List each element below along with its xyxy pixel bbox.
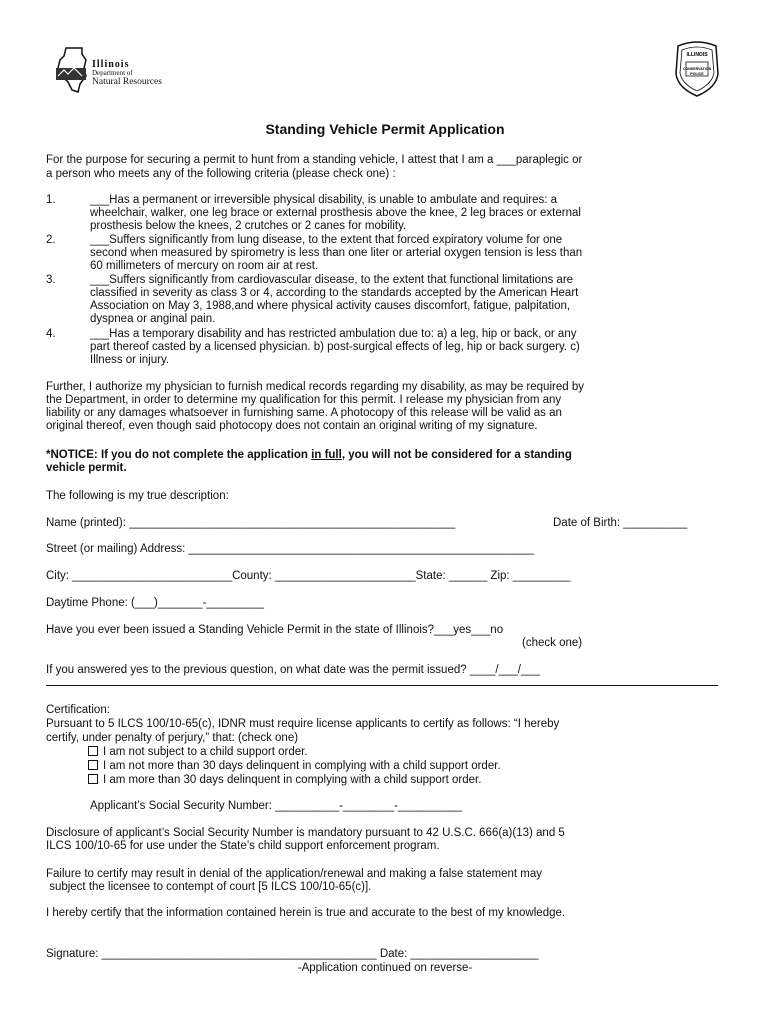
conservation-police-badge: [672, 40, 722, 98]
criteria-text: [90, 194, 730, 233]
description-heading: The following is my true description:: [46, 490, 229, 502]
date-of-birth-field[interactable]: Date of Birth: __________: [553, 517, 688, 529]
criteria-line: Illness or injury.: [90, 354, 170, 366]
ssn-field[interactable]: Applicant’s Social Security Number: __________-________-__________: [90, 800, 462, 812]
logo-text: [92, 60, 162, 87]
authorization-paragraph: [46, 381, 730, 433]
name-field[interactable]: Name (printed): ___________________________________________________: [46, 517, 456, 529]
criteria-number: 2.: [46, 234, 56, 246]
criteria-line: second when measured by spirometry is less than one liter or arterial oxygen tension is less than: [90, 247, 583, 259]
disclosure-line: Disclosure of applicant’s Social Security Number is mandatory pursuant to 42 U.S.C. 666(a)(13) and 5: [46, 827, 565, 839]
logo-state: Illinois: [92, 59, 130, 70]
criteria-line: wheelchair, walker, one leg brace or external prosthesis above the knee, 2 leg braces or external: [90, 207, 581, 219]
logo-dept: Department of: [92, 69, 133, 77]
authorization-line: Further, I authorize my physician to furnish medical records regarding my disability, as may be required by: [46, 381, 584, 393]
certification-option[interactable]: [88, 759, 501, 773]
checkbox-icon[interactable]: [88, 774, 98, 784]
certification-line-1: Pursuant to 5 ILCS 100/10-65(c), IDNR must require license applicants to certify as follows: “I hereby: [46, 718, 560, 730]
criteria-line: 60 millimeters of mercury on room air at rest.: [90, 260, 319, 272]
daytime-phone-field[interactable]: Daytime Phone: (___)_______-_________: [46, 597, 265, 609]
page-title: Standing Vehicle Permit Application: [265, 121, 505, 137]
previous-permit-question[interactable]: Have you ever been issued a Standing Vehicle Permit in the state of Illinois?___yes___no: [46, 624, 504, 636]
illinois-state-outline-icon: [52, 46, 92, 94]
logo-name: Natural Resources: [92, 77, 162, 87]
certification-option[interactable]: [88, 773, 481, 787]
failure-paragraph: [46, 868, 730, 894]
criteria-text: [90, 234, 730, 273]
criteria-text: [90, 328, 730, 367]
notice-post: , you will not be considered for a standing: [341, 449, 572, 461]
date-issued-field[interactable]: If you answered yes to the previous question, on what date was the permit issued? ____/___/___: [46, 664, 541, 676]
certification-heading: Certification:: [46, 704, 110, 716]
intro-line-2: a person who meets any of the following criteria (please check one) :: [46, 168, 396, 180]
intro-line-1: For the purpose for securing a permit to hunt from a standing vehicle, I attest that I am a ___paraplegic or: [46, 154, 583, 166]
seal-line2: CONSERVATION: [682, 67, 712, 71]
authorization-line: original thereof, even though said photocopy does not contain an original writing of my signature.: [46, 420, 538, 432]
continued-on-reverse: -Application continued on reverse-: [297, 962, 473, 974]
disclosure-line: ILCS 100/10-65 for use under the State’s child support enforcement program.: [46, 840, 440, 852]
notice: [46, 449, 730, 475]
checkbox-icon[interactable]: [88, 746, 98, 756]
criteria-number: 3.: [46, 274, 56, 286]
criteria-line: prosthesis below the knees, 2 crutches or 2 canes for mobility.: [90, 220, 407, 232]
idnr-logo: [52, 46, 182, 96]
criteria-text: [90, 274, 730, 326]
certification-option[interactable]: [88, 745, 308, 759]
criteria-line: ___Suffers significantly from cardiovascular disease, to the extent that functional limitations are: [90, 274, 574, 286]
authorization-line: the Department, in order to determine my qualification for this permit. I release my physician from any: [46, 394, 562, 406]
certify-true-statement: I hereby certify that the information contained herein is true and accurate to the best of my knowledge.: [46, 907, 566, 919]
notice-underlined: in full: [311, 449, 342, 461]
criteria-line: ___Has a temporary disability and has restricted ambulation due to: a) a leg, hip or back, or any: [90, 328, 577, 340]
notice-pre: *NOTICE: If you do not complete the application: [46, 449, 312, 461]
checkbox-icon[interactable]: [88, 760, 98, 770]
authorization-line: liability or any damages whatsoever in furnishing same. A photocopy of this release will be valid as an: [46, 407, 562, 419]
option-label: I am more than 30 days delinquent in complying with a child support order.: [103, 774, 482, 786]
street-address-field[interactable]: Street (or mailing) Address: ______________________________________________________: [46, 543, 534, 555]
criteria-line: ___Has a permanent or irreversible physical disability, is unable to ambulate and requires: a: [90, 194, 558, 206]
criteria-line: dyspnea or anginal pain.: [90, 313, 216, 325]
criteria-line: ___Suffers significantly from lung disease, to the extent that forced expiratory volume for one: [90, 234, 563, 246]
failure-line: subject the licensee to contempt of court [5 ILCS 100/10-65(c)].: [46, 881, 372, 893]
criteria-number: 4.: [46, 328, 56, 340]
seal-line3: POLICE: [690, 72, 704, 76]
seal-line1: ILLINOIS: [686, 52, 708, 58]
option-label: I am not more than 30 days delinquent in complying with a child support order.: [103, 760, 501, 772]
disclosure-paragraph: [46, 827, 730, 853]
divider-line: [46, 685, 718, 686]
option-label: I am not subject to a child support order.: [103, 746, 308, 758]
signature-date-row[interactable]: Signature: ___________________________________________ Date: ____________________: [46, 948, 539, 960]
certification-line-2: certify, under penalty of perjury,” that: (check one): [46, 732, 299, 744]
criteria-line: part thereof casted by a licensed physician. b) post-surgical effects of leg, hip or back surgery. c): [90, 341, 580, 353]
notice-line-1: [46, 449, 730, 462]
city-county-state-zip-row[interactable]: City: _________________________County: ______________________State: ______ Zip: _________: [46, 570, 571, 582]
criteria-line: classified in severity as class 3 or 4, according to the standards accepted by the American Heart: [90, 287, 579, 299]
notice-line-2: vehicle permit.: [46, 462, 127, 474]
check-one-hint: (check one): [522, 637, 583, 649]
failure-line: Failure to certify may result in denial of the application/renewal and making a false statement may: [46, 868, 543, 880]
criteria-number: 1.: [46, 194, 56, 206]
criteria-line: Association on May 3, 1988,and where physical activity causes discomfort, fatigue, palpitation,: [90, 300, 571, 312]
